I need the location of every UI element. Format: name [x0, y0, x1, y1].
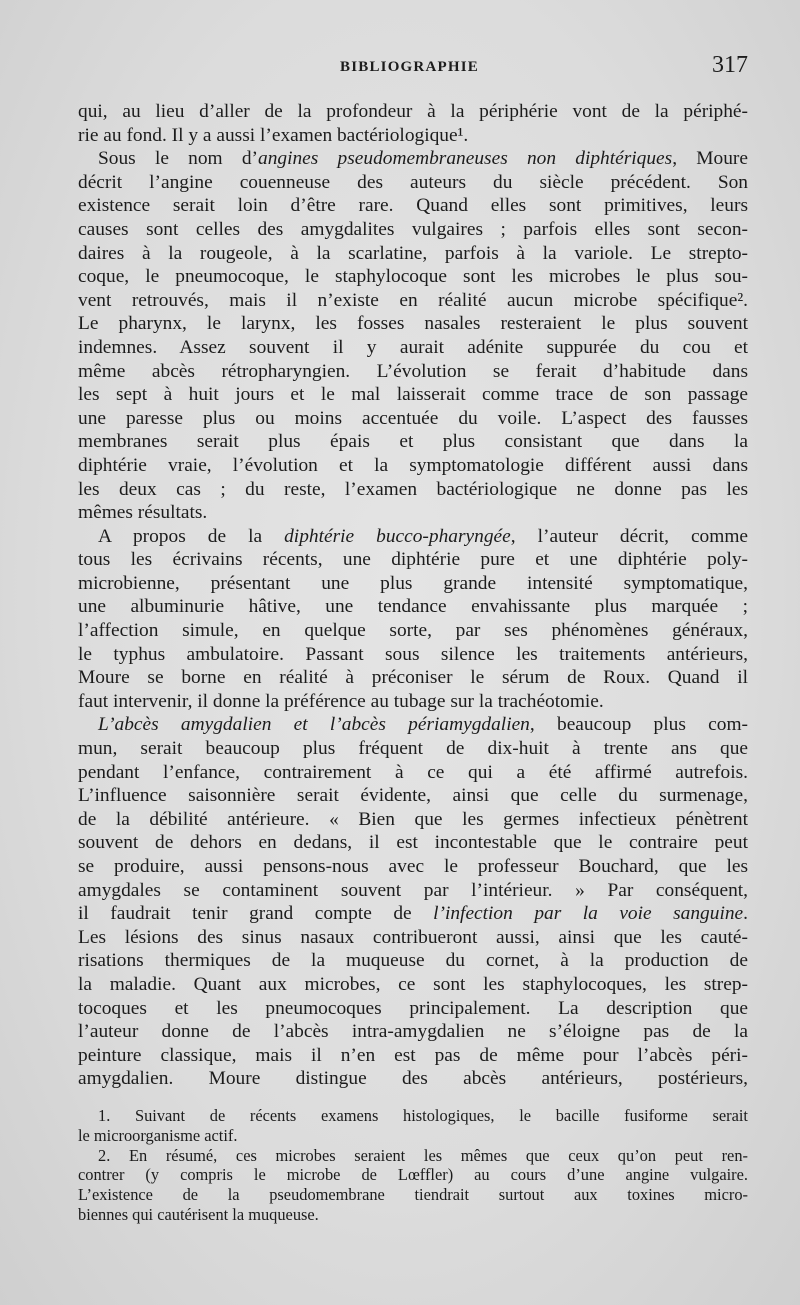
- paragraph: [78, 100, 748, 147]
- italic-phrase: L’abcès amygdalien et l’abcès périamygdalien: [98, 714, 530, 736]
- text-line: L’abcès amygdalien et l’abcès périamygdalien, beaucoup plus com-: [98, 714, 748, 736]
- footnote: [78, 1146, 748, 1225]
- text-line: l’auteur donne de l’abcès intra-amygdalien ne s’éloigne pas de la: [78, 1021, 748, 1043]
- text-line: 1. Suivant de récents examens histologiques, le bacille fusiforme serait: [98, 1106, 748, 1125]
- paragraph: [78, 525, 748, 714]
- text-line: souvent de dehors en dedans, il est incontestable que le contraire peut: [78, 832, 748, 854]
- text-line: mêmes résultats.: [78, 502, 208, 524]
- text-line: se produire, aussi pensons-nous avec le professeur Bouchard, que les: [78, 856, 748, 877]
- text-line: la maladie. Quant aux microbes, ce sont les staphylocoques, les strep-: [78, 973, 748, 995]
- text-line: diphtérie vraie, l’évolution et la symptomatologie différent aussi dans: [78, 454, 748, 476]
- text-line: L’existence de la pseudomembrane tiendrait surtout aux toxines micro-: [78, 1185, 748, 1205]
- text-line: A propos de la diphtérie bucco-pharyngée, l’auteur décrit, comme: [98, 525, 749, 547]
- text-line: vent retrouvés, mais il n’existe en réalité aucun microbe spécifique².: [78, 289, 748, 311]
- text-line: coque, le pneumocoque, le staphylocoque sont les microbes le plus sou-: [78, 266, 748, 288]
- text-line: Moure se borne en réalité à préconiser le sérum de Roux. Quand il: [78, 667, 748, 689]
- page-number: 317: [712, 52, 748, 78]
- text-line: il faudrait tenir grand compte de l’infection par la voie sanguine.: [78, 903, 748, 925]
- text-line: le typhus ambulatoire. Passant sous silence les traitements antérieurs,: [78, 643, 748, 665]
- page-header: [78, 52, 748, 84]
- text-line: mun, serait beaucoup plus fréquent de dix-huit à trente ans que: [78, 738, 748, 760]
- text-line: décrit l’angine couenneuse des auteurs du siècle précédent. Son: [78, 171, 748, 193]
- text-line: biennes qui cautérisent la muqueuse.: [78, 1204, 319, 1224]
- footnotes: [78, 1106, 748, 1225]
- main-text: [78, 100, 748, 1091]
- text-line: microbienne, présentant une plus grande intensité symptomatique,: [78, 572, 748, 594]
- paragraph: [78, 147, 748, 525]
- text-line: pendant l’enfance, contrairement à ce qui a été affirmé autrefois.: [78, 761, 748, 783]
- text-line: une paresse plus ou moins accentuée du voile. L’aspect des fausses: [78, 407, 748, 429]
- text-line: indemnes. Assez souvent il y aurait adénite suppurée du cou et: [78, 336, 748, 358]
- text-line: Le pharynx, le larynx, les fosses nasales resteraient le plus souvent: [78, 313, 748, 335]
- text-line: tous les écrivains récents, une diphtérie pure et une diphtérie poly-: [78, 549, 748, 571]
- text-line: qui, au lieu d’aller de la profondeur à la périphérie vont de la périphé-: [78, 101, 748, 122]
- text-line: amygdalien. Moure distingue des abcès antérieurs, postérieurs,: [78, 1068, 748, 1090]
- text-line: les sept à huit jours et le mal laisserait comme trace de son passage: [78, 384, 748, 406]
- text-line: membranes serait plus épais et plus consistant que dans la: [78, 431, 748, 453]
- text-line: amygdales se contaminent souvent par l’intérieur. » Par conséquent,: [78, 879, 748, 901]
- text-line: faut intervenir, il donne la préférence au tubage sur la trachéotomie.: [78, 690, 604, 712]
- text-line: le microorganisme actif.: [78, 1125, 238, 1145]
- text-line: l’affection simule, en quelque sorte, par ses phénomènes généraux,: [78, 620, 748, 642]
- text-line: causes sont celles des amygdalites vulgaires ; parfois elles sont secon-: [78, 218, 748, 240]
- italic-phrase: diphtérie bucco-pharyngée: [284, 525, 511, 547]
- paragraph: [78, 713, 748, 1091]
- text-line: une albuminurie hâtive, une tendance envahissante plus marquée ;: [78, 596, 748, 618]
- italic-phrase: angines pseudomembraneuses non diphtériques: [258, 148, 673, 170]
- text-line: 2. En résumé, ces microbes seraient les mêmes que ceux qu’on peut ren-: [98, 1145, 748, 1165]
- footnote: [78, 1106, 748, 1146]
- italic-phrase: l’infection par la voie sanguine: [433, 903, 744, 925]
- text-line: contrer (y compris le microbe de Lœffler) au cours d’une angine vulgaire.: [78, 1165, 748, 1185]
- text-line: de la débilité antérieure. « Bien que les germes infectieux pénètrent: [78, 808, 748, 830]
- text-line: peinture classique, mais il n’en est pas de même pour l’abcès péri-: [78, 1044, 748, 1066]
- text-line: risations thermiques de la muqueuse du cornet, à la production de: [78, 950, 748, 972]
- text-line: L’influence saisonnière serait évidente, ainsi que celle du surmenage,: [78, 785, 748, 807]
- running-title: BIBLIOGRAPHIE: [340, 59, 479, 75]
- text-line: Sous le nom d’angines pseudomembraneuses non diphtériques, Moure: [98, 148, 748, 170]
- text-line: existence serait loin d’être rare. Quand elles sont primitives, leurs: [78, 195, 748, 217]
- text-line: Les lésions des sinus nasaux contribueront aussi, ainsi que les cauté-: [78, 926, 748, 948]
- text-line: rie au fond. Il y a aussi l’examen bactériologique¹.: [78, 124, 469, 146]
- text-line: daires à la rougeole, à la scarlatine, parfois à la variole. Le strepto-: [78, 242, 748, 264]
- text-line: même abcès rétropharyngien. L’évolution se ferait d’habitude dans: [78, 360, 748, 382]
- text-line: tocoques et les pneumocoques principalement. La description que: [78, 997, 748, 1019]
- text-line: les deux cas ; du reste, l’examen bactériologique ne donne pas les: [78, 478, 748, 500]
